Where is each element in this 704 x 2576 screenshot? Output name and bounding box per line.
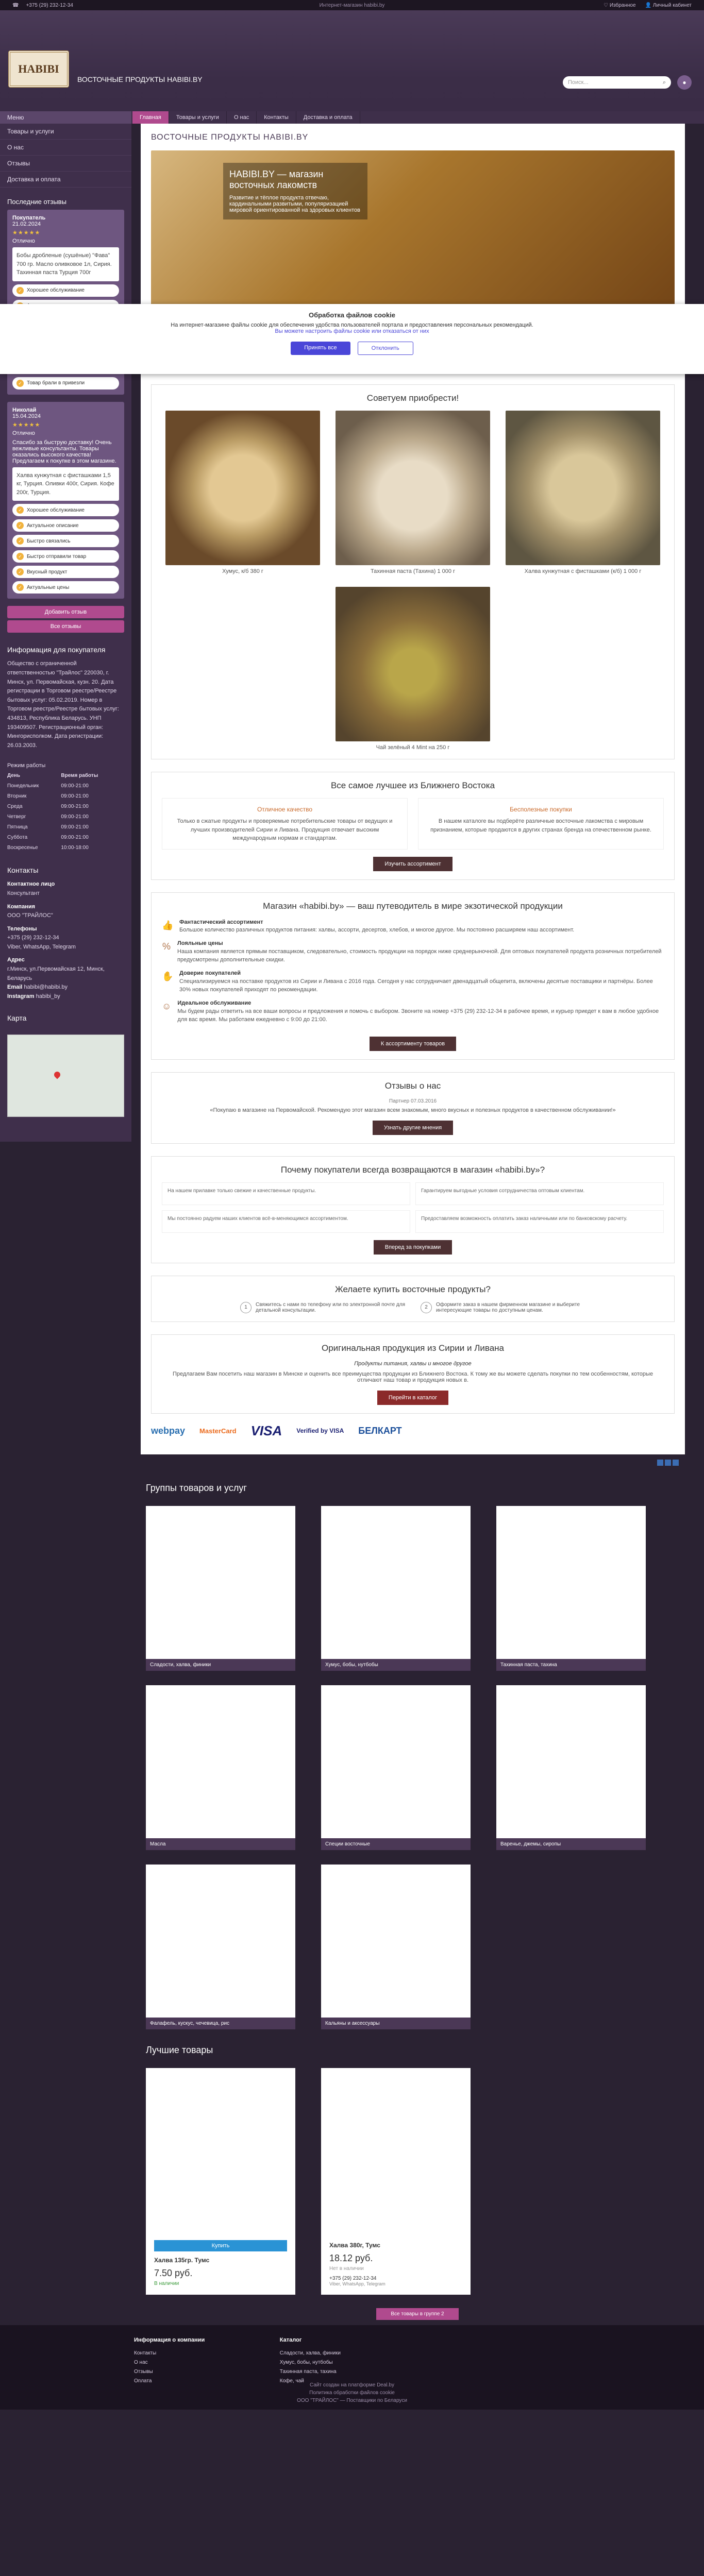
review-tag bbox=[12, 504, 119, 516]
menu-item-products[interactable]: Товары и услуги bbox=[169, 111, 227, 124]
review-author: Николай bbox=[12, 406, 37, 413]
buyer-info bbox=[0, 635, 131, 752]
category-card[interactable] bbox=[146, 1685, 295, 1850]
search-icon[interactable]: ⌕ bbox=[662, 79, 666, 86]
sidebar-item-delivery[interactable]: Доставка и оплата bbox=[0, 172, 131, 188]
feature-item bbox=[162, 919, 664, 935]
thumb-icon: ✓ bbox=[16, 568, 24, 575]
percent-icon: % bbox=[162, 941, 171, 952]
review-date: 15.04.2024 bbox=[12, 413, 41, 419]
review-card bbox=[7, 402, 124, 599]
contact-email[interactable]: habibi@habibi.by bbox=[24, 984, 68, 991]
menu-item-delivery[interactable]: Доставка и оплата bbox=[296, 111, 360, 124]
product-card[interactable] bbox=[146, 2068, 295, 2295]
email-label: Email bbox=[7, 984, 23, 991]
footer-copyright: Сайт создан на платформе Deal.by Политика обработки файлов cookie ООО "ТРАЙЛОС" — Поставщики по Беларуси bbox=[297, 2382, 407, 2403]
review-tag bbox=[12, 566, 119, 578]
cookie-accept-button[interactable]: Принять все bbox=[291, 342, 350, 355]
review-tag-label: Быстро отправили товар bbox=[27, 553, 87, 560]
feature-item bbox=[162, 999, 664, 1024]
to-assortment-button[interactable]: К ассортименту товаров bbox=[370, 1037, 456, 1051]
category-name[interactable]: Масла bbox=[146, 1838, 295, 1850]
hours-day: Воскресенье bbox=[7, 844, 38, 851]
footer-catalog-title: Каталог bbox=[279, 2336, 302, 2343]
review-quote: «Покупаю в магазине на Первомайской. Рекомендую этот магазин всем знакомым, много вкусных и полезных продуктов в качественном обслуживании!» bbox=[210, 1107, 616, 1113]
product-name[interactable]: Халва 135гр. Тумс bbox=[154, 2256, 210, 2264]
hours-head-time: Время работы bbox=[61, 772, 98, 778]
product-price: 18.12 руб. bbox=[329, 2252, 373, 2263]
handshake-icon: ✋ bbox=[162, 971, 174, 982]
review-tag-label: Товар брали в привезли bbox=[27, 380, 85, 386]
catalog-title: Группы товаров и услуг bbox=[146, 1482, 247, 1493]
location-map[interactable] bbox=[7, 1035, 124, 1117]
site-logo[interactable]: HABIBI bbox=[8, 50, 69, 88]
go-catalog-button[interactable]: Перейти в каталог bbox=[377, 1391, 448, 1405]
cookie-title: Обработка файлов cookie bbox=[308, 311, 396, 319]
review-order: Бобы дробленые (сушёные) "Фава" 700 гр. Масло оливковое 1л, Сирия. Тахинная паста Турция 700г bbox=[12, 247, 119, 281]
feature-title: Доверие покупателей bbox=[179, 970, 241, 977]
review-tag bbox=[12, 377, 119, 389]
feature-text: Наша компания является прямым поставщиком, следовательно, стоимость продукции на порядок ниже среднерыночной. Для оптовых покупателей продукта розничных потребителей предусмотрены дополнительные скидки. bbox=[177, 948, 662, 963]
product-name[interactable]: Халва 380г, Тумс bbox=[329, 2241, 380, 2249]
phones-label: Телефоны bbox=[7, 925, 37, 932]
review-tag bbox=[12, 519, 119, 532]
hero-headline: HABIBI.BY — магазин восточных лакомств bbox=[229, 169, 324, 190]
social-links bbox=[141, 1454, 689, 1472]
menu-item-about[interactable]: О нас bbox=[227, 111, 257, 124]
hours-row bbox=[7, 822, 124, 833]
buyer-info-title: Информация для покупателя bbox=[7, 646, 106, 654]
original-subtitle: Продукты питания, халвы и многое другое bbox=[354, 1360, 472, 1367]
category-name[interactable]: Хумус, бобы, нутбобы bbox=[321, 1659, 471, 1671]
menu-label[interactable]: Меню bbox=[0, 111, 131, 124]
feature-text: Специализируемся на поставке продуктов из Сирии и Ливана с 2016 года. Сегодня у нас сотрудничает двенадцатый общепита, включены десятые поставщики и партнёры. Более 30% новых покупателей приходят по рекомендации. bbox=[179, 978, 653, 993]
reviews-heading: Последние отзывы bbox=[7, 198, 66, 206]
vk-icon[interactable] bbox=[665, 1460, 671, 1466]
contact-person-label: Контактное лицо bbox=[7, 881, 55, 888]
main-content bbox=[131, 124, 689, 2325]
category-card[interactable] bbox=[146, 1865, 295, 2029]
step-number: 2 bbox=[421, 1302, 432, 1313]
stock-status: В наличии bbox=[154, 2280, 179, 2286]
review-tag bbox=[12, 535, 119, 547]
all-reviews-button[interactable]: Все отзывы bbox=[7, 620, 124, 633]
header-avatar-button[interactable] bbox=[677, 75, 692, 90]
user-icon: 👤 bbox=[645, 2, 653, 8]
step-item bbox=[240, 1302, 405, 1313]
feature-title: Идеальное обслуживание bbox=[177, 1000, 252, 1006]
quality-column bbox=[162, 798, 408, 850]
hours-head-day: День bbox=[7, 772, 20, 778]
hours-row bbox=[7, 791, 124, 802]
hours-row bbox=[7, 833, 124, 843]
address-label: Адрес bbox=[7, 957, 25, 963]
product-image[interactable] bbox=[506, 411, 660, 565]
rating-stars: ★★★★★ bbox=[12, 421, 41, 428]
hours-day: Вторник bbox=[7, 793, 27, 799]
original-title: Оригинальная продукция из Сирии и Ливана bbox=[322, 1343, 504, 1353]
rating-text: Отлично bbox=[12, 430, 35, 436]
hours-row bbox=[7, 781, 124, 791]
footer-link[interactable]: Отзывы bbox=[134, 2368, 153, 2375]
visa-logo: VISA bbox=[250, 1422, 282, 1438]
sidebar-item-products[interactable]: Товары и услуги bbox=[0, 124, 131, 140]
why-item: Мы постоянно радуем наших клиентов всё-в-меняющимся ассортиментом. bbox=[162, 1210, 410, 1233]
company-name: ООО "ТРАЙЛОС" bbox=[7, 912, 53, 919]
hours-time: 09:00-21:00 bbox=[61, 803, 89, 809]
steps-title: Желаете купить восточные продукты? bbox=[335, 1284, 491, 1294]
contact-phone[interactable]: +375 (29) 232-12-34 bbox=[7, 935, 59, 941]
guide-section bbox=[151, 892, 675, 1060]
phone-note: Viber, WhatsApp, Telegram bbox=[329, 2281, 385, 2286]
user-icon: ● bbox=[682, 79, 686, 86]
thumb-icon: ✓ bbox=[16, 287, 24, 294]
stock-status: Нет в наличии bbox=[329, 2265, 364, 2272]
belkart-logo: БЕЛКАРТ bbox=[358, 1425, 402, 1436]
footer-link[interactable]: Контакты bbox=[134, 2350, 157, 2356]
top-phone[interactable]: +375 (29) 232-12-34 bbox=[26, 2, 73, 8]
product-phone[interactable]: +375 (29) 232-12-34 bbox=[329, 2275, 377, 2281]
hours-row bbox=[7, 802, 124, 812]
review-tag bbox=[12, 550, 119, 563]
footer-link[interactable]: Кофе, чай bbox=[279, 2378, 304, 2384]
review-tag-label: Вкусный продукт bbox=[27, 569, 68, 575]
top-bar bbox=[0, 0, 704, 10]
product-card[interactable] bbox=[321, 2068, 471, 2295]
contact-person: Консультант bbox=[7, 890, 40, 896]
category-card[interactable] bbox=[321, 1685, 471, 1850]
thumbs-up-icon: 👍 bbox=[162, 920, 174, 930]
review-text: Спасибо за быструю доставку! Очень вежливые консультанты. Товары оказались высокого качества! Предлагаем к покупке в этом магазине. bbox=[12, 439, 116, 464]
contacts-title: Контакты bbox=[7, 866, 39, 874]
review-tag bbox=[12, 581, 119, 594]
quality-text: Только в сжатые продукты и проверяемые потребительские товары от ведущих и лучших производителей Сирии и Ливана. Продукция отвечает высоким международным нормам и стандартам. bbox=[177, 818, 393, 841]
why-item: На нашем прилавке только свежие и качественные продукты. bbox=[162, 1182, 410, 1205]
heart-icon: ♡ bbox=[604, 2, 610, 8]
category-card[interactable] bbox=[496, 1506, 646, 1671]
review-tag-label: Хорошее обслуживание bbox=[27, 507, 85, 513]
sidebar-item-about[interactable]: О нас bbox=[0, 140, 131, 156]
all-products-button[interactable]: Все товары в группе 2 bbox=[376, 2308, 459, 2320]
category-card[interactable] bbox=[146, 1506, 295, 1671]
map-title: Карта bbox=[7, 1014, 27, 1023]
category-card[interactable] bbox=[321, 1506, 471, 1671]
cookie-banner bbox=[0, 304, 704, 374]
feature-text: Мы будем рады ответить на все ваши вопросы и предложения и помочь с выбором. Звоните на номер +375 (29) 232-12-34 в рабочее время, и курьер приедет к вам в любое удобное для вас время. Мы работаем ежедневно с 9:00 до 21:00. bbox=[177, 1008, 659, 1023]
step-number: 1 bbox=[240, 1302, 252, 1313]
feature-text: Большое количество различных продуктов питания: халвы, ассорти, десертов, хлебов, и многое другое. Мы постоянно расширяем наш ассортимент. bbox=[179, 927, 575, 934]
reviews-title: Отзывы о нас bbox=[384, 1080, 441, 1091]
product-card[interactable] bbox=[165, 411, 320, 574]
sidebar bbox=[0, 124, 131, 1142]
product-name[interactable]: Хумус, к/б 380 г bbox=[222, 568, 263, 574]
explore-assortment-button[interactable]: Изучить ассортимент bbox=[373, 857, 452, 871]
original-text: Предлагаем Вам посетить наш магазин в Минске и оценить все преимущества продукции из Ближнего Востока. К тому же вы можете сделать покупки по тем особенностям, которые отличают наш товар и продукция новых в. bbox=[172, 1370, 653, 1383]
rating-stars: ★★★★★ bbox=[12, 230, 41, 236]
contact-instagram[interactable]: habibi_by bbox=[36, 993, 60, 999]
review-tag-label: Актуальные цены bbox=[27, 584, 70, 590]
footer-link[interactable]: Оплата bbox=[134, 2378, 152, 2384]
phone-icon: ☎ bbox=[12, 2, 19, 8]
footer-company-title: Информация о компании bbox=[134, 2336, 205, 2343]
hours-time: 09:00-21:00 bbox=[61, 814, 89, 820]
category-name[interactable]: Специи восточные bbox=[321, 1838, 471, 1850]
category-name[interactable]: Фалафель, кускус, чечевица, рис bbox=[146, 2018, 295, 2029]
step-text: Оформите заказ в нашем фирменном магазине и выберите интересующие товары по доступным ценам. bbox=[436, 1301, 580, 1313]
twitter-icon[interactable] bbox=[673, 1460, 679, 1466]
step-item bbox=[421, 1302, 585, 1313]
thumb-icon: ✓ bbox=[16, 522, 24, 529]
category-name[interactable]: Сладости, халва, финики bbox=[146, 1659, 295, 1671]
thumb-icon: ✓ bbox=[16, 537, 24, 545]
thumb-icon: ✓ bbox=[16, 553, 24, 560]
site-name: ВОСТОЧНЫЕ ПРОДУКТЫ HABIBI.BY bbox=[77, 75, 203, 83]
hours-time: 09:00-21:00 bbox=[61, 824, 89, 830]
account-label: Личный кабинет bbox=[652, 2, 692, 8]
bestsellers-title: Лучшие товары bbox=[146, 2044, 213, 2055]
review-tag-label: Хорошее обслуживание bbox=[27, 287, 85, 293]
hours-time: 09:00-21:00 bbox=[61, 783, 89, 789]
hero-text-box bbox=[223, 163, 367, 219]
search-input[interactable] bbox=[563, 76, 671, 89]
top-center-text: Интернет-магазин habibi.by bbox=[319, 2, 385, 8]
working-hours bbox=[0, 752, 131, 855]
hours-day: Среда bbox=[7, 803, 23, 809]
page-title: ВОСТОЧНЫЕ ПРОДУКТЫ HABIBI.BY bbox=[151, 133, 309, 142]
map-block bbox=[0, 1003, 131, 1030]
review-tag-label: Быстро связались bbox=[27, 538, 71, 544]
favorites-label: Избранное bbox=[609, 2, 636, 8]
cookie-reject-button[interactable]: Отклонить bbox=[358, 342, 413, 355]
purchases-column bbox=[418, 798, 664, 850]
hours-time: 10:00-18:00 bbox=[61, 844, 89, 851]
instagram-label: Instagram bbox=[7, 993, 35, 999]
product-name[interactable]: Тахинная паста (Тахина) 1 000 г bbox=[370, 568, 456, 574]
original-section bbox=[151, 1334, 675, 1414]
feature-item bbox=[162, 940, 664, 964]
quality-title: Отличное качество bbox=[257, 806, 313, 813]
purchases-text: В нашем каталоге вы подберёте различные восточные лакомства с мировым признанием, которые продаются в других странах бренда на отечественном рынке. bbox=[430, 818, 651, 833]
rating-text: Отлично bbox=[12, 238, 35, 244]
category-card[interactable] bbox=[496, 1685, 646, 1850]
hours-day: Суббота bbox=[7, 834, 28, 840]
mastercard-logo: MasterCard bbox=[199, 1427, 237, 1435]
verified-by-visa-logo: Verified by VISA bbox=[296, 1427, 344, 1435]
feature-title: Лояльные цены bbox=[177, 940, 223, 947]
steps-section bbox=[151, 1276, 675, 1322]
footer-link[interactable]: Сладости, халва, финики bbox=[279, 2350, 341, 2356]
product-name[interactable]: Халва кунжутная с фисташками (к/б) 1 000 г bbox=[524, 568, 642, 574]
product-name[interactable]: Чай зелёный 4 Mint на 250 г bbox=[376, 744, 450, 751]
why-title: Почему покупатели всегда возвращаются в магазин «habibi.by»? bbox=[280, 1164, 545, 1175]
best-east-title: Все самое лучшее из Ближнего Востока bbox=[330, 781, 495, 790]
catalog-section bbox=[141, 1472, 689, 2035]
company-label: Компания bbox=[7, 903, 36, 910]
cookie-settings-link[interactable]: Вы можете настроить файлы cookie или отказаться от них bbox=[275, 328, 429, 334]
hours-day: Четверг bbox=[7, 814, 26, 820]
search-placeholder: Поиск... bbox=[568, 79, 589, 86]
add-review-button[interactable]: Добавить отзыв bbox=[7, 606, 124, 618]
site-header bbox=[0, 10, 704, 124]
product-image[interactable] bbox=[336, 411, 490, 565]
facebook-icon[interactable] bbox=[657, 1460, 663, 1466]
hours-day: Пятница bbox=[7, 824, 28, 830]
hours-title: Режим работы bbox=[7, 762, 46, 769]
why-item: Предоставляем возможность оплатить заказ наличными или по банковскому расчету. bbox=[415, 1210, 664, 1233]
hours-row bbox=[7, 812, 124, 822]
category-name[interactable]: Тахинная паста, тахина bbox=[496, 1659, 646, 1671]
hours-table bbox=[7, 771, 124, 853]
sidebar-item-reviews[interactable]: Отзывы bbox=[0, 156, 131, 172]
more-reviews-button[interactable]: Узнать другие мнения bbox=[373, 1121, 453, 1135]
product-card[interactable] bbox=[336, 587, 490, 751]
contact-address: г.Минск, ул.Первомайская 12, Минск, Беларусь bbox=[7, 966, 105, 981]
favorites-link[interactable] bbox=[604, 3, 635, 8]
buyer-info-text: Общество с ограниченной ответственностью "Трайлос" 220030, г. Минск, ул. Первомайская, кузн. 20. Дата регистрации в Торговом реестре/Реестре бытовых услуг: 05.02.2019. Номер в Торговом реестре/Реестре бытовых услуг: 434813, Республика Беларусь. УНП 193409507. Регистрационный орган: Мингорисполком. Дата регистрации: 26.03.2003. bbox=[7, 660, 119, 749]
cookie-text: На интернет-магазине файлы cookie для обеспечения удобства пользователей портала и предоставления персональных рекомендаций. bbox=[171, 322, 533, 328]
buy-button[interactable]: Купить bbox=[154, 2240, 287, 2251]
thumb-icon: ✓ bbox=[16, 584, 24, 591]
menu-item-contacts[interactable]: Контакты bbox=[257, 111, 296, 124]
footer-company-column bbox=[134, 2335, 278, 2386]
thumb-icon: ✓ bbox=[16, 506, 24, 514]
footer-link[interactable]: Хумус, бобы, нутбобы bbox=[279, 2359, 333, 2365]
best-east-section bbox=[151, 772, 675, 880]
footer-link[interactable]: О нас bbox=[134, 2359, 148, 2365]
category-card[interactable] bbox=[321, 1865, 471, 2029]
product-image[interactable] bbox=[165, 411, 320, 565]
guide-title: Магазин «habibi.by» — ваш путеводитель в мире экзотической продукции bbox=[263, 901, 563, 911]
hours-row bbox=[7, 843, 124, 853]
site-footer bbox=[0, 2325, 704, 2410]
go-shopping-button[interactable]: Вперед за покупками bbox=[374, 1240, 452, 1255]
review-author: Партнер 07.03.2016 bbox=[389, 1098, 437, 1104]
footer-link[interactable]: Тахинная паста, тахина bbox=[279, 2368, 337, 2375]
account-link[interactable] bbox=[645, 3, 692, 8]
review-tag-label: Актуальное описание bbox=[27, 522, 79, 529]
payment-logos bbox=[151, 1423, 675, 1439]
why-item: Гарантируем выгодные условия сотрудничества оптовым клиентам. bbox=[415, 1182, 664, 1205]
feature-item bbox=[162, 970, 664, 994]
product-price: 7.50 руб. bbox=[154, 2267, 193, 2278]
category-name[interactable]: Варенье, джемы, сиропы bbox=[496, 1838, 646, 1850]
footer-catalog-column bbox=[280, 2335, 424, 2386]
purchases-title: Бесполезные покупки bbox=[510, 806, 572, 813]
product-card[interactable] bbox=[506, 411, 660, 574]
review-tag bbox=[12, 284, 119, 297]
hero-text: Развитие и тёплое продукта отвечаю, кардинальными развитыми, популяризацией мировой ориентированной на здоровых клиентов bbox=[229, 195, 360, 213]
main-menu bbox=[0, 111, 704, 124]
reviews-section bbox=[151, 1072, 675, 1144]
review-author: Покупатель bbox=[12, 215, 46, 221]
hours-time: 09:00-21:00 bbox=[61, 793, 89, 799]
feature-title: Фантастический ассортимент bbox=[179, 919, 263, 925]
service-icon: ☺ bbox=[162, 1001, 172, 1011]
webpay-logo: webpay bbox=[151, 1425, 186, 1436]
step-text: Свяжитесь с нами по телефону или по электронной почте для детальной консультации. bbox=[256, 1301, 406, 1313]
recommend-title: Советуем приобрести! bbox=[366, 393, 459, 403]
contacts-block bbox=[0, 855, 131, 1004]
product-image[interactable] bbox=[336, 587, 490, 741]
hours-day: Понедельник bbox=[7, 783, 39, 789]
menu-item-home[interactable]: Главная bbox=[132, 111, 169, 124]
review-date: 21.02.2024 bbox=[12, 221, 41, 227]
recommend-section bbox=[151, 384, 675, 759]
thumb-icon: ✓ bbox=[16, 380, 24, 387]
phone-note: Viber, WhatsApp, Telegram bbox=[7, 943, 76, 950]
bestsellers-section bbox=[141, 2035, 689, 2325]
review-order: Халва кунжутная с фисташками 1,5 кг, Турция. Оливки 400г, Сирия. Кофе 200г, Турция. bbox=[12, 467, 119, 501]
category-name[interactable]: Кальяны и аксессуары bbox=[321, 2018, 471, 2029]
hours-time: 09:00-21:00 bbox=[61, 834, 89, 840]
why-section bbox=[151, 1156, 675, 1263]
product-card[interactable] bbox=[336, 411, 490, 574]
